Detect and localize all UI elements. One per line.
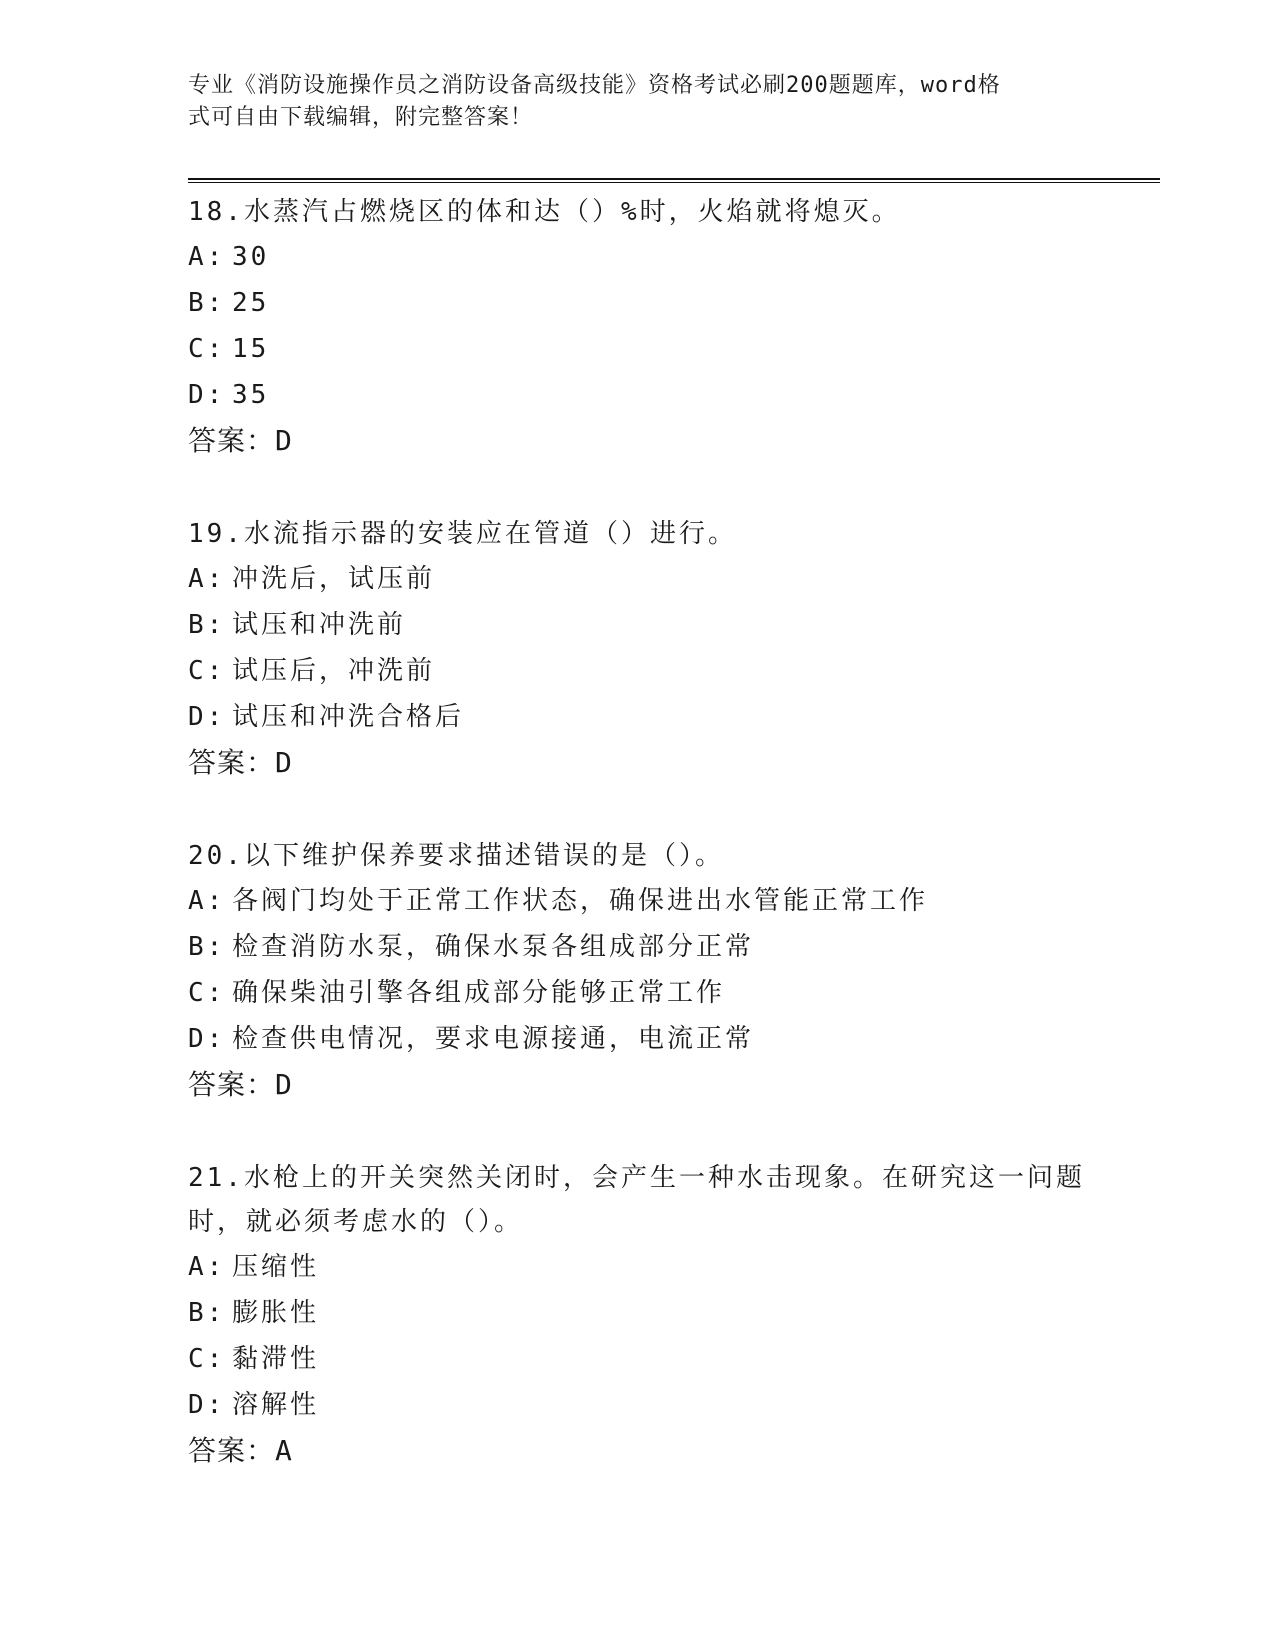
option-c <box>188 970 1088 1016</box>
option-text: 15 <box>232 334 270 364</box>
option-key: C: <box>188 1344 226 1374</box>
option-a <box>188 878 1088 924</box>
option-a <box>188 234 1088 280</box>
option-text: 确保柴油引擎各组成部分能够正常工作 <box>232 978 726 1008</box>
option-key: A: <box>188 886 226 916</box>
option-text: 各阀门均处于正常工作状态，确保进出水管能正常工作 <box>232 886 929 916</box>
option-key: C: <box>188 656 226 686</box>
header-divider <box>188 178 1160 183</box>
option-key: B: <box>188 610 226 640</box>
option-d <box>188 694 1088 740</box>
document-header <box>188 70 1068 134</box>
question-18 <box>188 190 1088 464</box>
option-key: C: <box>188 334 226 364</box>
option-a <box>188 1244 1088 1290</box>
header-line-1: 专业《消防设施操作员之消防设备高级技能》资格考试必刷200题题库，word格 <box>188 73 1001 98</box>
question-21 <box>188 1156 1088 1474</box>
option-text: 检查供电情况，要求电源接通，电流正常 <box>232 1024 755 1054</box>
option-text: 溶解性 <box>232 1390 320 1420</box>
question-stem: 21.水枪上的开关突然关闭时，会产生一种水击现象。在研究这一问题时，就必须考虑水的（）。 <box>188 1163 1085 1237</box>
header-line-2: 式可自由下载编辑，附完整答案！ <box>188 105 534 130</box>
option-key: B: <box>188 932 226 962</box>
option-c <box>188 326 1088 372</box>
question-list <box>188 190 1088 1522</box>
option-text: 冲洗后，试压前 <box>232 564 436 594</box>
option-text: 试压后，冲洗前 <box>232 656 436 686</box>
option-b <box>188 924 1088 970</box>
option-key: D: <box>188 380 226 410</box>
question-stem: 18.水蒸汽占燃烧区的体和达（）%时，火焰就将熄灭。 <box>188 197 901 227</box>
option-key: B: <box>188 288 226 318</box>
answer-line: 答案：D <box>188 1068 293 1101</box>
option-text: 膨胀性 <box>232 1298 320 1328</box>
option-d <box>188 372 1088 418</box>
option-text: 试压和冲洗前 <box>232 610 407 640</box>
option-key: C: <box>188 978 226 1008</box>
option-d <box>188 1382 1088 1428</box>
option-key: D: <box>188 1024 226 1054</box>
option-c <box>188 1336 1088 1382</box>
option-text: 压缩性 <box>232 1252 320 1282</box>
option-text: 试压和冲洗合格后 <box>232 702 465 732</box>
option-text: 检查消防水泵，确保水泵各组成部分正常 <box>232 932 755 962</box>
option-key: D: <box>188 702 226 732</box>
option-text: 黏滞性 <box>232 1344 320 1374</box>
option-d <box>188 1016 1088 1062</box>
option-c <box>188 648 1088 694</box>
option-b <box>188 1290 1088 1336</box>
question-stem: 20.以下维护保养要求描述错误的是（）。 <box>188 841 724 871</box>
option-b <box>188 602 1088 648</box>
option-key: A: <box>188 242 226 272</box>
option-text: 30 <box>232 242 270 272</box>
option-key: A: <box>188 564 226 594</box>
question-stem: 19.水流指示器的安装应在管道（）进行。 <box>188 519 737 549</box>
option-text: 35 <box>232 380 270 410</box>
question-19 <box>188 512 1088 786</box>
option-b <box>188 280 1088 326</box>
option-key: D: <box>188 1390 226 1420</box>
answer-line: 答案：D <box>188 746 293 779</box>
option-key: A: <box>188 1252 226 1282</box>
question-20 <box>188 834 1088 1108</box>
option-text: 25 <box>232 288 270 318</box>
answer-line: 答案：D <box>188 424 293 457</box>
option-a <box>188 556 1088 602</box>
answer-line: 答案：A <box>188 1434 293 1467</box>
option-key: B: <box>188 1298 226 1328</box>
